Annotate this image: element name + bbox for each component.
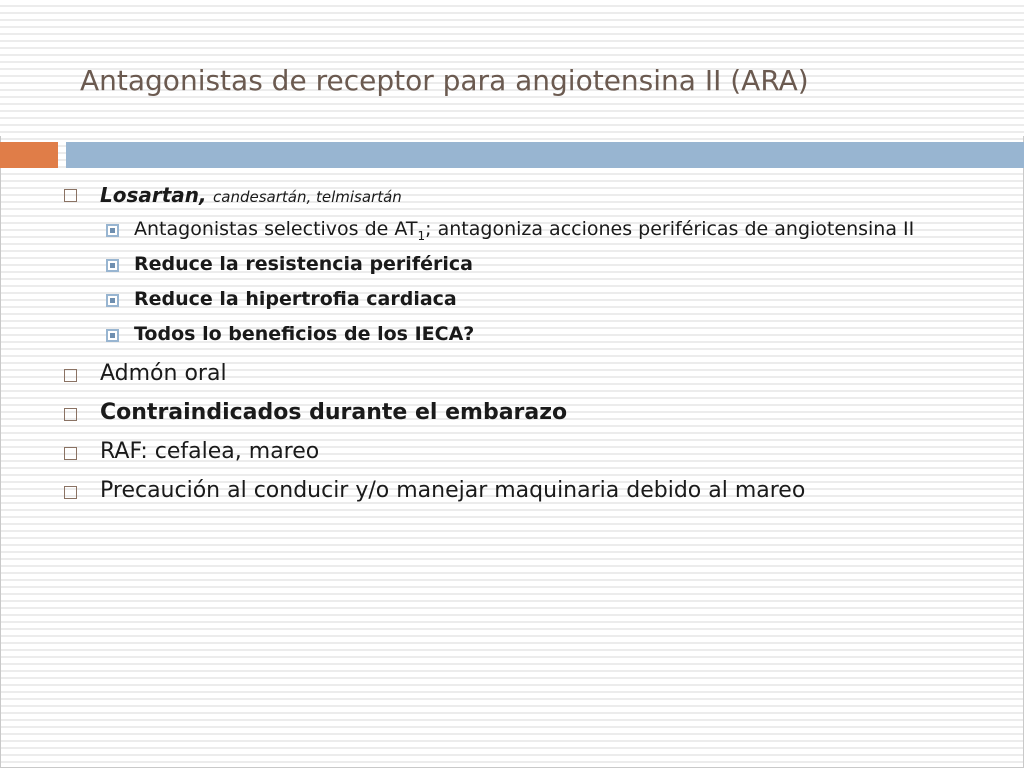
sub-bullet-text: Todos lo beneficios de los IECA? bbox=[134, 323, 475, 345]
accent-bar-blue bbox=[66, 142, 1024, 168]
sub-bullet-text bbox=[134, 218, 914, 241]
sub-bullet-text: Reduce la hipertrofia cardiaca bbox=[134, 288, 457, 310]
bullet-drug-rest: candesartán, telmisartán bbox=[213, 188, 402, 206]
sub-bullet-item bbox=[106, 288, 992, 311]
bullet-item bbox=[62, 477, 992, 505]
sub-bullet-item bbox=[106, 323, 992, 346]
hollow-square-bullet-icon bbox=[64, 408, 77, 421]
sub-bullet-item bbox=[106, 253, 992, 276]
bullet-text: Admón oral bbox=[100, 361, 227, 386]
bullet-item bbox=[62, 438, 992, 466]
sub-bullet-list bbox=[106, 218, 992, 346]
bullet-item-drugs bbox=[62, 182, 992, 210]
slide-content bbox=[62, 182, 992, 516]
slide-title: Antagonistas de receptor para angiotensina II (ARA) bbox=[80, 64, 809, 97]
sub-bullet-pre: Antagonistas selectivos de AT bbox=[134, 218, 418, 240]
filled-square-bullet-icon bbox=[106, 294, 119, 307]
filled-square-bullet-icon bbox=[106, 329, 119, 342]
bullet-text: RAF: cefalea, mareo bbox=[100, 439, 320, 464]
bullet-text: Precaución al conducir y/o manejar maquinaria debido al mareo bbox=[100, 478, 806, 503]
hollow-square-bullet-icon bbox=[64, 189, 77, 202]
accent-bar-orange bbox=[0, 142, 58, 168]
sub-bullet-post: ; antagoniza acciones periféricas de angiotensina II bbox=[425, 218, 915, 240]
bullet-drug-main: Losartan, bbox=[100, 183, 207, 207]
bullet-item bbox=[62, 360, 992, 388]
hollow-square-bullet-icon bbox=[64, 486, 77, 499]
filled-square-bullet-icon bbox=[106, 224, 119, 237]
bullet-item bbox=[62, 399, 992, 427]
bullet-text bbox=[100, 182, 402, 210]
sub-bullet-item bbox=[106, 218, 992, 241]
title-band bbox=[0, 0, 1024, 136]
filled-square-bullet-icon bbox=[106, 259, 119, 272]
hollow-square-bullet-icon bbox=[64, 369, 77, 382]
hollow-square-bullet-icon bbox=[64, 447, 77, 460]
subscript: 1 bbox=[417, 228, 426, 243]
bullet-text: Contraindicados durante el embarazo bbox=[100, 400, 568, 425]
sub-bullet-text: Reduce la resistencia periférica bbox=[134, 253, 473, 275]
